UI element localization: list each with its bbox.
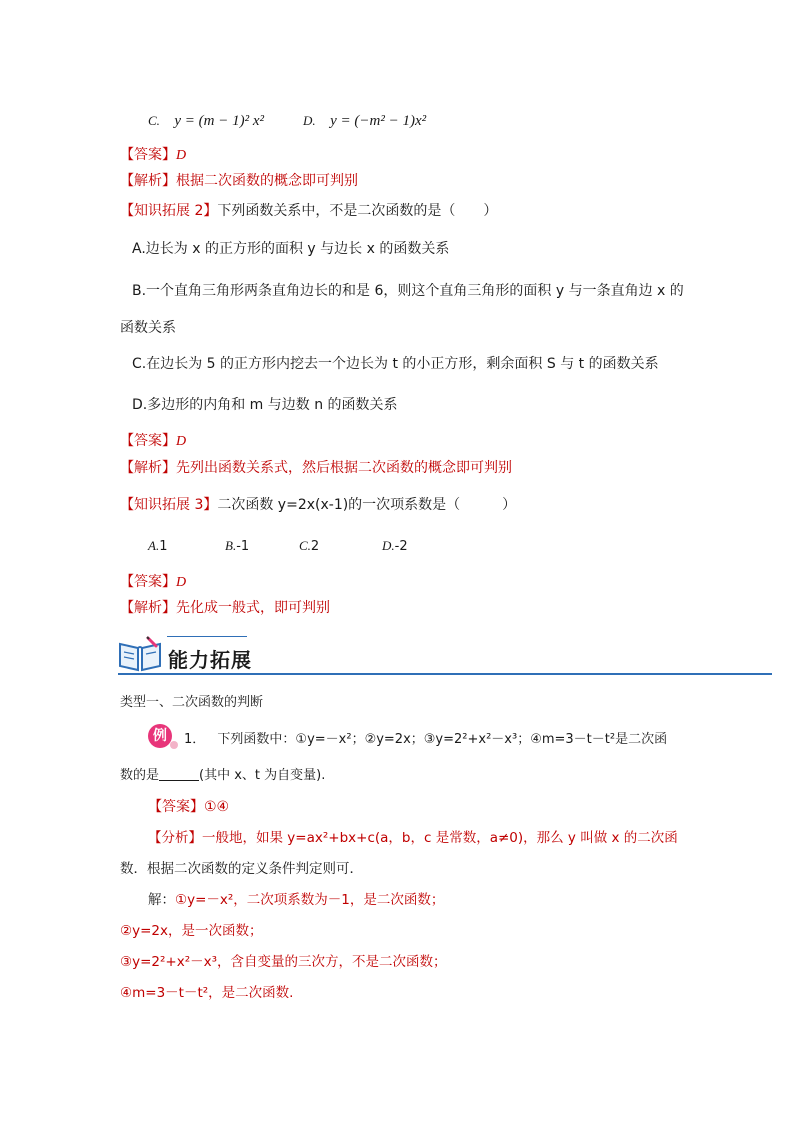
ext2-option-b-line2: 函数关系: [120, 320, 176, 336]
option-c-label: C.: [148, 113, 160, 128]
ext3-tag: 【知识拓展 3】: [120, 497, 218, 513]
ext3-question: [120, 496, 516, 514]
option-c: [148, 112, 264, 130]
ext3-option-c-value: 2: [310, 539, 320, 554]
ext3-option-b: [225, 537, 249, 556]
solution-step-2: ②y=2x，是一次函数；: [120, 923, 263, 939]
section-divider: [118, 673, 772, 675]
ext2-answer: [120, 432, 186, 451]
solution-step-3: ③y=2²+x²－x³，含自变量的三次方，不是二次函数；: [120, 954, 447, 970]
ext2-tag: 【知识拓展 2】: [120, 203, 218, 219]
analysis-tag: 【解析】: [120, 600, 176, 616]
type1-heading: 类型一、二次函数的判断: [120, 695, 264, 710]
option-d-label: D.: [303, 113, 316, 128]
example-analysis-line2: 数．根据二次函数的定义条件判定则可．: [120, 861, 363, 877]
solution-step-1: ①y=－x²，二次项系数为－1，是二次函数；: [175, 892, 445, 908]
ext3-analysis: [120, 599, 330, 617]
answer-tag: 【答案】: [148, 799, 204, 815]
answer-tag: 【答案】: [120, 147, 176, 163]
answer-tag: 【答案】: [120, 433, 176, 449]
analysis-text: 先列出函数关系式，然后根据二次函数的概念即可判别: [176, 460, 512, 476]
ext3-option-a: [148, 537, 167, 556]
answer-value: D: [176, 434, 187, 449]
ext3-option-d-label: D.: [382, 538, 395, 553]
ext2-option-c: C.在边长为 5 的正方形内挖去一个边长为 t 的小正方形，剩余面积 S 与 t 的函数关系: [132, 356, 659, 372]
answer-line-1: [120, 146, 186, 165]
ext3-option-b-label: B.: [225, 538, 237, 553]
example-answer: [148, 798, 229, 816]
example-text-line2-pre: 数的是: [120, 768, 160, 783]
analysis-line-1: [120, 172, 358, 190]
ext3-option-d: [382, 537, 408, 556]
answer-value: ①④: [204, 799, 230, 815]
ext3-option-a-label: A.: [148, 538, 160, 553]
solution-step-4: ④m=3－t－t²，是二次函数.: [120, 985, 294, 1001]
example-badge: 例: [148, 724, 172, 748]
ext3-option-d-value: -2: [394, 539, 408, 554]
ext2-question-text: 下列函数关系中，不是二次函数的是（ ）: [217, 203, 498, 219]
analysis-tag: 【分析】: [148, 830, 202, 846]
example-line-2: [120, 766, 325, 785]
open-book-icon: [118, 636, 162, 672]
answer-value: D: [176, 575, 187, 590]
section-header-topline: [167, 636, 247, 637]
example-text-line1: 下列函数中：①y=－x²；②y=2x；③y=2²+x²－x³；④m=3－t－t²是二次函: [217, 732, 668, 747]
ext3-question-text: 二次函数 y=2x(x-1)的一次项系数是（ ）: [217, 497, 517, 513]
answer-tag: 【答案】: [120, 574, 176, 590]
solution-prefix: 解：: [148, 892, 175, 908]
analysis-tag: 【解析】: [120, 460, 176, 476]
answer-blank: [159, 766, 199, 781]
analysis-text: 先化成一般式，即可判别: [176, 600, 330, 616]
ext3-option-c: [299, 537, 319, 556]
option-d-formula: y = (−m² − 1)x²: [330, 113, 427, 129]
analysis-tag: 【解析】: [120, 173, 176, 189]
ext2-option-d: D.多边形的内角和 m 与边数 n 的函数关系: [132, 397, 398, 413]
analysis-text-line1: 一般地，如果 y=ax²+bx+c(a，b，c 是常数，a≠0)，那么 y 叫做 x 的二次函: [202, 830, 678, 846]
example-number: 1．: [184, 732, 206, 747]
example-analysis-line1: [148, 829, 678, 847]
section-title: 能力拓展: [168, 648, 252, 672]
example-line-1: [184, 731, 667, 749]
solution-line-1: [148, 891, 444, 909]
ext3-option-c-label: C.: [299, 538, 311, 553]
option-c-formula: y = (m − 1)² x²: [174, 113, 265, 129]
ext3-option-b-value: -1: [236, 539, 250, 554]
example-text-line2-post: (其中 x、t 为自变量).: [199, 768, 326, 783]
option-d: [303, 112, 426, 130]
ext2-analysis: [120, 459, 512, 477]
ext3-answer: [120, 573, 186, 592]
answer-value: D: [176, 148, 187, 163]
ext2-option-a: A.边长为 x 的正方形的面积 y 与边长 x 的函数关系: [132, 241, 450, 257]
ext3-option-a-value: 1: [159, 539, 168, 554]
ext2-option-b-line1: B.一个直角三角形两条直角边长的和是 6，则这个直角三角形的面积 y 与一条直角边 x 的: [132, 283, 684, 299]
analysis-text: 根据二次函数的概念即可判别: [176, 173, 358, 189]
ext2-question: [120, 202, 497, 220]
example-badge-dot: [170, 741, 178, 749]
